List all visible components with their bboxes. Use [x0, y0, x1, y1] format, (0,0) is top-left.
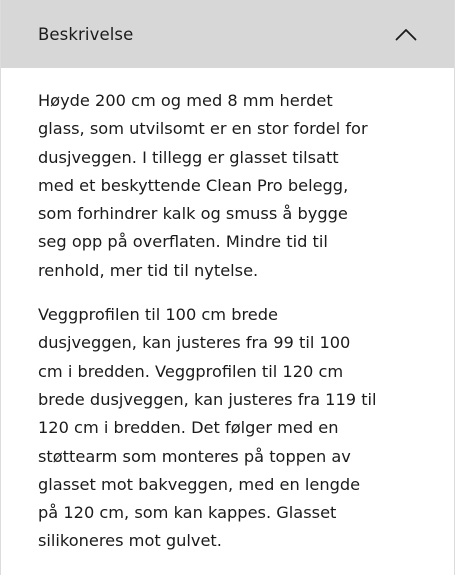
text-line: 120 cm i bredden. Det følger med en [38, 418, 339, 438]
text-line: med et beskyttende Clean Pro belegg, [38, 175, 349, 195]
text-line: Høyde 200 cm og med 8 mm herdet [38, 91, 333, 110]
accordion-content [38, 87, 438, 556]
text-line: seg opp på overflaten. Mindre tid til [38, 232, 328, 252]
text-line: cm i bredden. Veggprofilen til 120 cm [38, 361, 344, 381]
text-line: støttearm som monteres på toppen av [38, 446, 351, 466]
description-paragraph-1 [38, 87, 438, 285]
text-line: Veggprofilen til 100 cm brede [38, 305, 278, 325]
text-line: glass, som utvilsomt er en stor fordel for [38, 119, 368, 139]
accordion-header[interactable] [1, 0, 454, 68]
text-line: glasset mot bakveggen, med en lengde [38, 474, 361, 494]
chevron-up-icon[interactable] [395, 27, 417, 41]
description-paragraph-2 [38, 301, 438, 556]
text-line: brede dusjveggen, kan justeres fra 119 til [38, 389, 377, 409]
accordion-title: Beskrivelse [38, 24, 134, 44]
text-line: på 120 cm, som kan kappes. Glasset [38, 503, 337, 523]
text-line: dusjveggen. I tillegg er glasset tilsatt [38, 147, 339, 167]
text-line: dusjveggen, kan justeres fra 99 til 100 [38, 333, 351, 353]
text-line: som forhindrer kalk og smuss å bygge [38, 204, 348, 224]
text-line: silikoneres mot gulvet. [38, 531, 222, 551]
text-line: renhold, mer tid til nytelse. [38, 260, 259, 280]
